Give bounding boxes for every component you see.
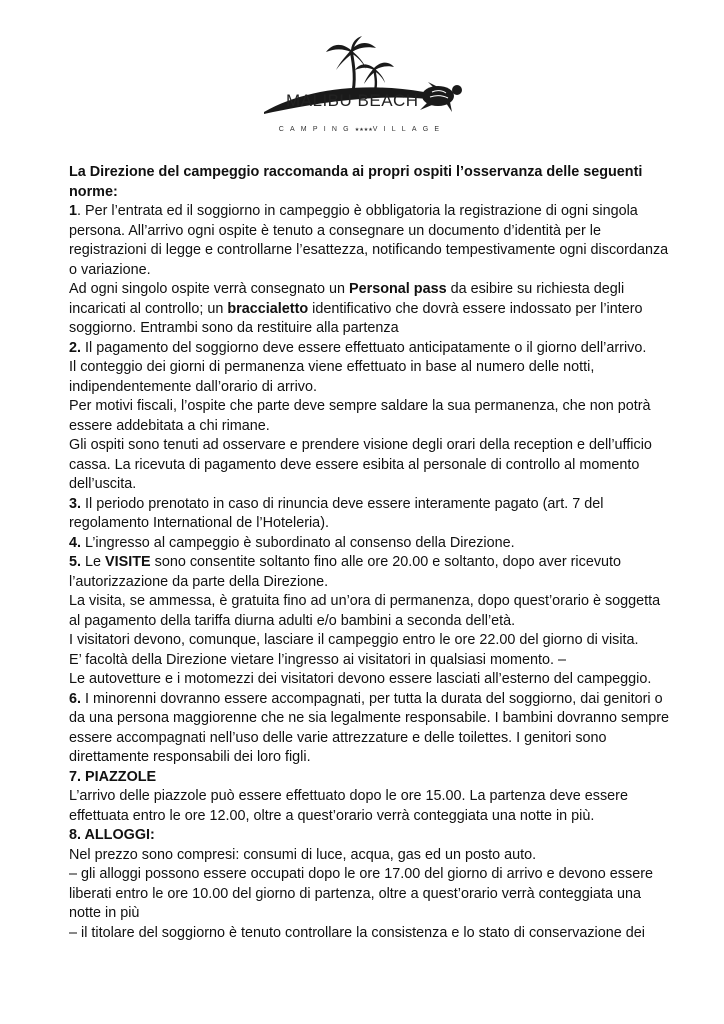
section-8-paragraph: – gli alloggi possono essere occupati dopo le ore 17.00 del giorno di arrivo e devono essere liberati entro le ore 10.00 del giorno di partenza, oltre a quest’orario verrà conteggiata una notte in più xyxy=(69,866,654,921)
section-5-paragraph: Le autovetture e i motomezzi dei visitatori devono essere lasciati all’esterno del campeggio. xyxy=(69,671,652,687)
section-8-heading: 8. ALLOGGI: xyxy=(69,827,155,843)
regulations-document xyxy=(69,163,669,943)
section-number: 6. xyxy=(69,690,82,707)
section-number: 1 xyxy=(69,203,78,219)
section-3: 3. Il periodo prenotato in caso di rinuncia deve essere interamente pagato (art. 7 del regolamento International de l’Hoteleria). xyxy=(69,495,604,531)
section-2: 2. Il pagamento del soggiorno deve essere effettuato anticipatamente o il giorno dell’arrivo. xyxy=(69,339,647,356)
logo-stars: ★★★★ xyxy=(354,127,373,133)
section-2-paragraph: Il conteggio dei giorni di permanenza viene effettuato in base al numero delle notti, indipendentemente dall’orario di arrivo. xyxy=(69,359,595,395)
section-8-paragraph: Nel prezzo sono compresi: consumi di luce, acqua, gas ed un posto auto. xyxy=(69,846,537,863)
section-5-paragraph: E’ facoltà della Direzione vietare l’ingresso ai visitatori in qualsiasi momento. – xyxy=(69,651,566,668)
section-number: 5. xyxy=(69,554,82,570)
section-5-paragraph: I visitatori devono, comunque, lasciare il campeggio entro le ore 22.00 del giorno di visita. xyxy=(69,632,639,648)
logo-tagline xyxy=(256,126,468,133)
section-5-paragraph: La visita, se ammessa, è gratuita fino ad un’ora di permanenza, dopo quest’orario è soggetta al pagamento della tariffa diurna adulti e/o bambini a seconda dell’età. xyxy=(69,593,661,629)
section-6: 6. I minorenni dovranno essere accompagnati, per tutta la durata del soggiorno, dai genitori o da una persona maggiorenne che ne sia legalmente responsabile. I bambini dovranno sempre essere accompagnati nell’uso delle varie attrezzature e delle toilettes. I genitori sono direttamente responsabili dei loro figli. xyxy=(69,690,669,765)
logo-name: MALIBU BEACH xyxy=(286,91,419,110)
section-1: 1. Per l’entrata ed il soggiorno in campeggio è obbligatoria la registrazione di ogni singola persona. All’arrivo ogni ospite è tenuto a consegnare un documento d’identità per le registrazioni di legge e controllarne l’esattezza, notificando tempestivamente ogni discordanza o variazione. xyxy=(69,203,669,278)
section-2-paragraph: Per motivi fiscali, l’ospite che parte deve sempre saldare la sua permanenza, che non potrà essere addebitata a chi rimane. xyxy=(69,398,651,434)
intro-heading: La Direzione del campeggio raccomanda ai propri ospiti l’osservanza delle seguenti norme: xyxy=(69,164,643,200)
malibu-beach-logo xyxy=(256,36,468,146)
section-1-pass: Ad ogni singolo ospite verrà consegnato un Personal pass da esibire su richiesta degli incaricati al controllo; un braccialetto identificativo che dovrà essere indossato per l’intero soggiorno. Entrambi sono da restituire alla partenza xyxy=(69,281,643,336)
section-7-paragraph: L’arrivo delle piazzole può essere effettuato dopo le ore 15.00. La partenza deve essere effettuata entro le ore 12.00, oltre a quest’orario verrà conteggiata una notte in più. xyxy=(69,788,628,824)
logo-tagline-left: CAMPING xyxy=(278,126,355,133)
section-number: 4. xyxy=(69,534,82,551)
palm-island-turtle-icon xyxy=(256,36,468,128)
logo-tagline-right: VILLAGE xyxy=(372,126,446,133)
section-2-paragraph: Gli ospiti sono tenuti ad osservare e prendere visione degli orari della reception e dell’ufficio cassa. La ricevuta di pagamento deve essere esibita al personale di controllo al momento dell’uscita. xyxy=(69,437,652,492)
section-7-heading: 7. PIAZZOLE xyxy=(69,768,157,785)
section-number: 2. xyxy=(69,339,82,356)
section-4: 4. L’ingresso al campeggio è subordinato al consenso della Direzione. xyxy=(69,534,515,551)
section-8-paragraph: – il titolare del soggiorno è tenuto controllare la consistenza e lo stato di conservazione dei xyxy=(69,924,645,941)
section-number: 3. xyxy=(69,495,82,512)
section-5: 5. Le VISITE sono consentite soltanto fino alle ore 20.00 e soltanto, dopo aver ricevuto l’autorizzazione da parte della Direzione. xyxy=(69,554,622,590)
